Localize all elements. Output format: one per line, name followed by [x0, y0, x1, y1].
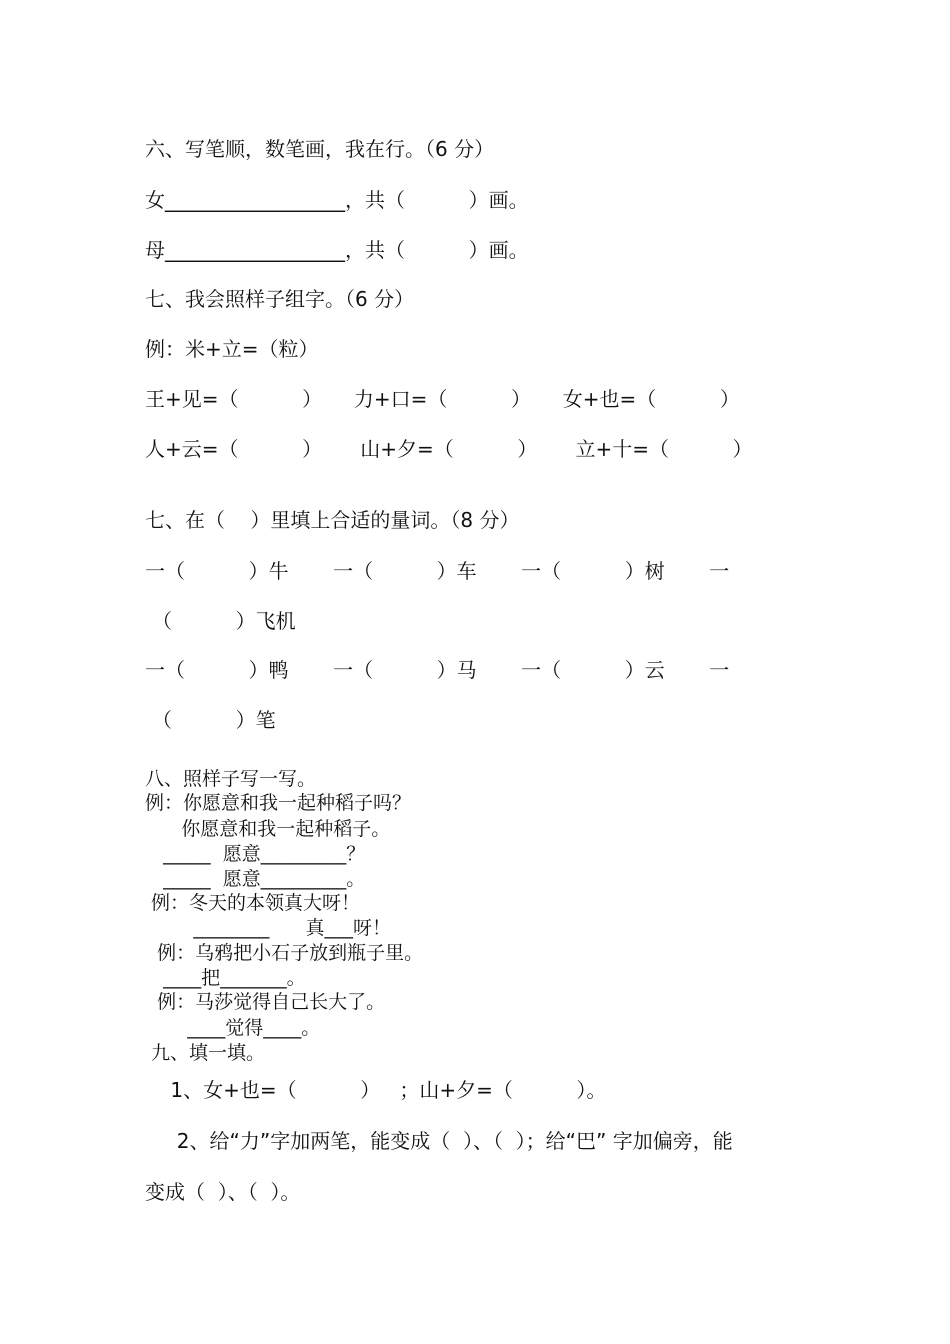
example-1-answer: 你愿意和我一起种稻子。: [145, 818, 391, 840]
measure-word-row-1: 一（ ）牛 一（ ）车 一（ ）树 一: [145, 559, 730, 583]
compose-example: 例：米+立=（粒）: [145, 337, 319, 361]
example-2: 例：冬天的本领真大呀！: [145, 892, 361, 914]
fill-line-5: ____觉得____。: [145, 1017, 321, 1039]
example-4: 例：马莎觉得自己长大了。: [145, 991, 386, 1013]
example-3: 例：乌鸦把小石子放到瓶子里。: [145, 942, 424, 964]
stroke-order-line-2: 母__________________，共（ ）画。: [145, 238, 529, 262]
compose-row-1: 王+见=（ ） 力+口=（ ） 女+也=（ ）: [145, 387, 740, 411]
section7b-heading: 七、在（ ）里填上合适的量词。（8 分）: [145, 508, 520, 532]
fill-line-3: ________ 真___呀！: [145, 917, 392, 939]
measure-word-row-1-cont: （ ）飞机: [152, 609, 296, 633]
fill-line-1: _____ 愿意_________？: [145, 843, 366, 865]
measure-word-row-2-cont: （ ）笔: [152, 708, 276, 732]
section8-heading: 八、照样子写一写。: [145, 768, 317, 790]
example-1-question: 例：你愿意和我一起种稻子吗？: [145, 792, 412, 814]
question-2: 2、给“力”字加两笔，能变成（ ）、（ ）；给“巴” 字加偏旁，能: [145, 1129, 733, 1153]
section9-heading: 九、填一填。: [145, 1042, 266, 1064]
compose-row-2: 人+云=（ ） 山+夕=（ ） 立+十=（ ）: [145, 437, 753, 461]
section6-heading: 六、写笔顺，数笔画，我在行。（6 分）: [145, 137, 495, 161]
fill-line-2: _____ 愿意_________。: [145, 868, 366, 890]
question-1: 1、女+也=（ ） ；山+夕=（ ）。: [145, 1078, 607, 1102]
fill-line-4: ____把_______。: [145, 967, 306, 989]
measure-word-row-2: 一（ ）鸭 一（ ）马 一（ ）云 一: [145, 658, 730, 682]
stroke-order-line-1: 女__________________，共（ ）画。: [145, 188, 529, 212]
section7a-heading: 七、我会照样子组字。（6 分）: [145, 287, 415, 311]
question-2-cont: 变成（ ）、（ ）。: [145, 1180, 301, 1204]
